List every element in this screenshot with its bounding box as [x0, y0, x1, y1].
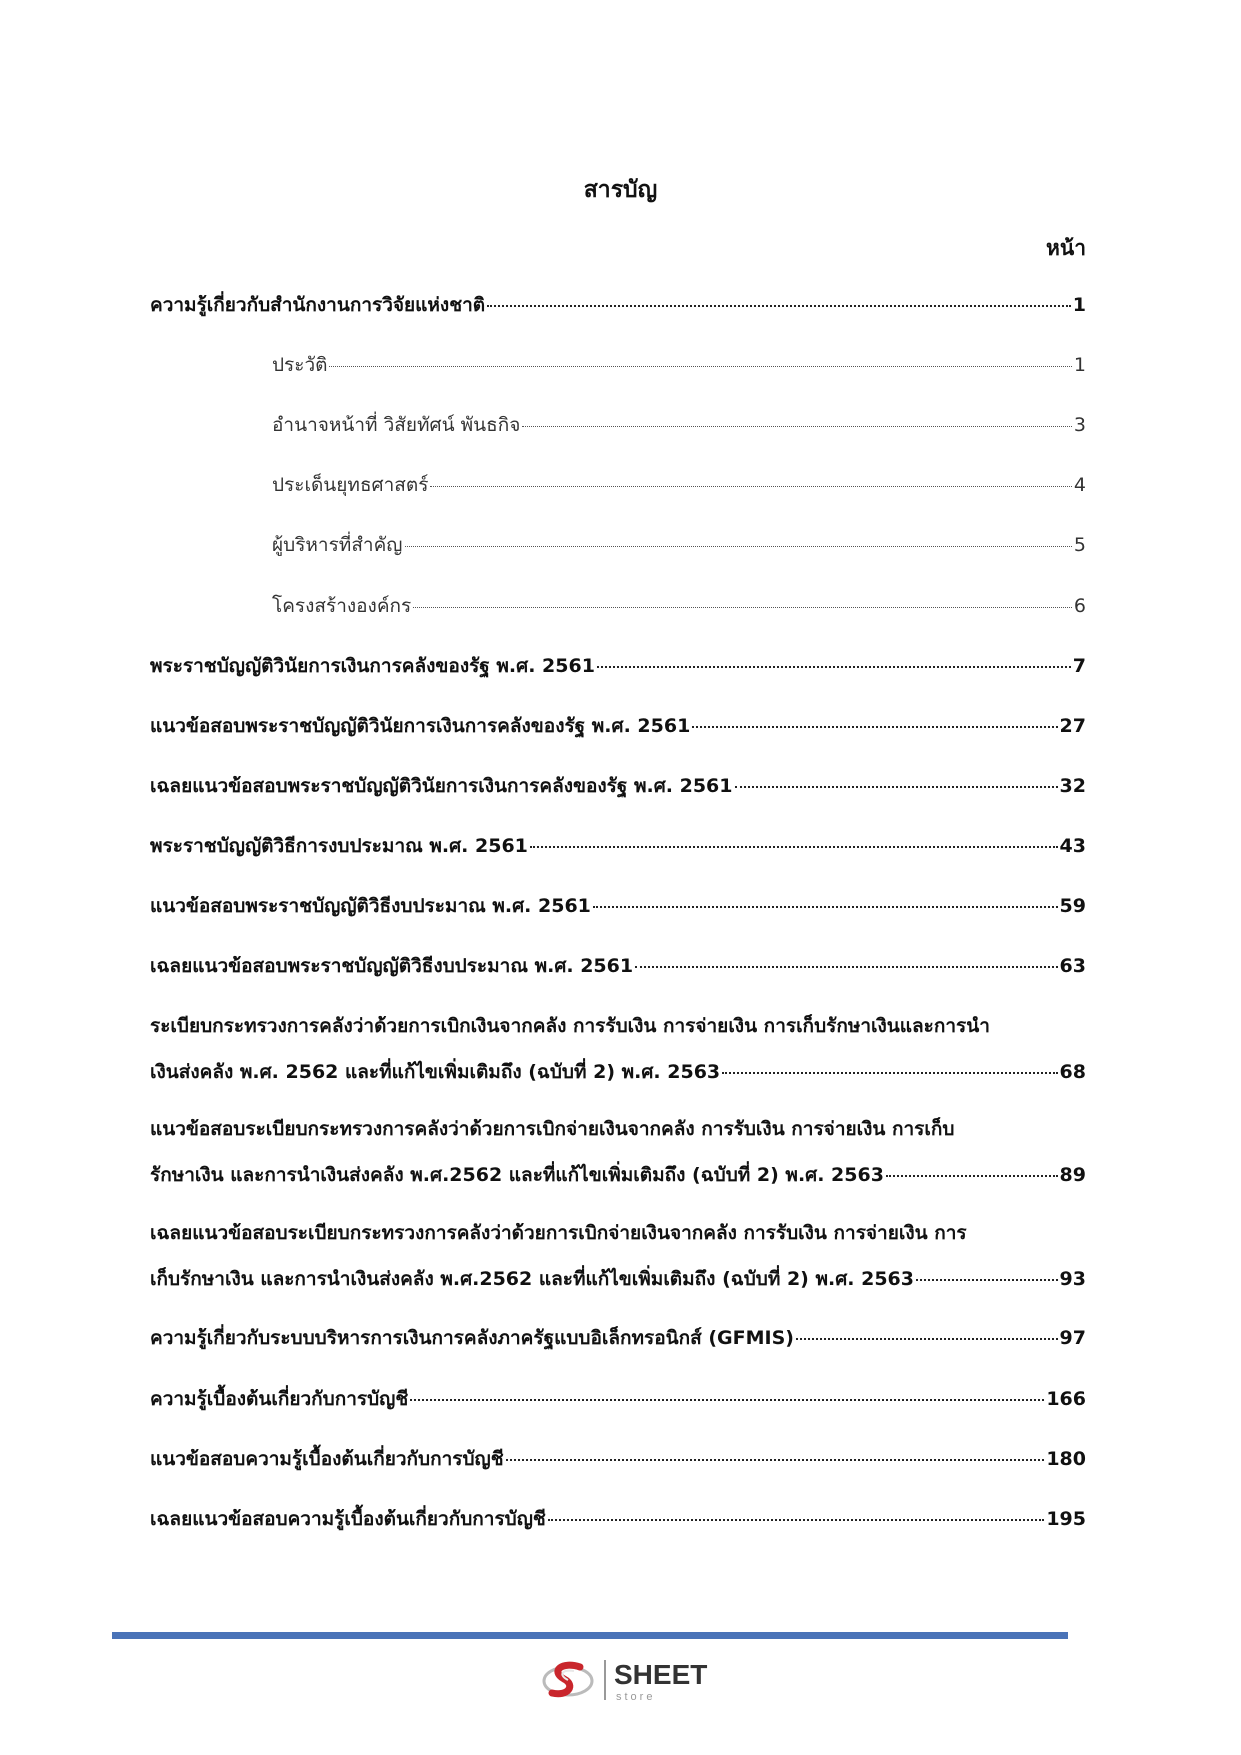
dot-leader	[916, 1279, 1058, 1281]
dot-leader	[530, 846, 1058, 848]
logo-subtext: store	[616, 1691, 656, 1703]
dot-leader	[635, 966, 1057, 968]
toc-entry-multiline[interactable]	[150, 1011, 1086, 1087]
toc-sub-entry[interactable]	[272, 350, 1086, 380]
dot-leader	[405, 546, 1072, 547]
toc-entry-text: ความรู้เบื้องต้นเกี่ยวกับการบัญชี	[150, 1388, 409, 1410]
toc-entry-text: ประเด็นยุทธศาสตร์	[272, 474, 429, 496]
toc-entry-multiline[interactable]	[150, 1114, 1086, 1190]
toc-entry-text: ความรู้เกี่ยวกับสำนักงานการวิจัยแห่งชาติ	[150, 294, 486, 316]
toc-sub-entry[interactable]	[272, 470, 1086, 500]
toc-entry[interactable]	[150, 891, 1086, 921]
dot-leader	[506, 1459, 1045, 1461]
toc-page-number: 7	[1072, 655, 1086, 677]
dot-leader	[692, 726, 1057, 728]
toc-entry-text: แนวข้อสอบความรู้เบื้องต้นเกี่ยวกับการบัญชี	[150, 1448, 504, 1470]
logo-text: SHEET	[614, 1659, 708, 1690]
dot-leader	[413, 607, 1072, 608]
toc-page-number: 5	[1073, 534, 1086, 556]
toc-entry-text: พระราชบัญญัติวิธีการงบประมาณ พ.ศ. 2561	[150, 835, 528, 857]
toc-page-number: 1	[1073, 354, 1086, 376]
toc-entry[interactable]	[150, 711, 1086, 741]
dot-leader	[796, 1338, 1058, 1340]
logo-divider	[604, 1660, 606, 1700]
page-title: สารบัญ	[583, 177, 658, 203]
toc-entry-text: เฉลยแนวข้อสอบความรู้เบื้องต้นเกี่ยวกับการบัญชี	[150, 1508, 546, 1530]
toc-entry-text: แนวข้อสอบพระราชบัญญัติวิธีงบประมาณ พ.ศ. 2561	[150, 895, 591, 917]
dot-leader	[722, 1072, 1057, 1074]
toc-page-number: 93	[1059, 1268, 1086, 1290]
toc-entry-text: รักษาเงิน และการนำเงินส่งคลัง พ.ศ.2562 และที่แก้ไขเพิ่มเติมถึง (ฉบับที่ 2) พ.ศ. 2563	[150, 1164, 884, 1186]
toc-entry[interactable]	[150, 1444, 1086, 1474]
toc-page-number: 6	[1073, 595, 1086, 617]
toc-entry-multiline[interactable]	[150, 1218, 1086, 1294]
toc-page-number: 4	[1073, 474, 1086, 496]
toc-entry[interactable]	[150, 1384, 1086, 1414]
toc-entry[interactable]	[150, 1504, 1086, 1534]
dot-leader	[522, 426, 1072, 427]
toc-page-number: 1	[1072, 294, 1086, 316]
toc-entry-text: เฉลยแนวข้อสอบพระราชบัญญัติวิธีงบประมาณ พ.ศ. 2561	[150, 955, 634, 977]
toc-entry[interactable]	[150, 831, 1086, 861]
toc-sub-entry[interactable]	[272, 530, 1086, 560]
page-column-header: หน้า	[1046, 236, 1086, 260]
toc-entry-text: โครงสร้างองค์กร	[272, 595, 412, 617]
toc-entry-text: พระราชบัญญัติวินัยการเงินการคลังของรัฐ พ.ศ. 2561	[150, 655, 595, 677]
dot-leader	[593, 906, 1058, 908]
footer-rule	[112, 1632, 1068, 1639]
dot-leader	[735, 786, 1058, 788]
toc-entry[interactable]	[150, 771, 1086, 801]
toc-entry-text: ความรู้เกี่ยวกับระบบบริหารการเงินการคลังภาครัฐแบบอิเล็กทรอนิกส์ (GFMIS)	[150, 1327, 794, 1349]
dot-leader	[430, 486, 1071, 487]
toc-entry-text: เงินส่งคลัง พ.ศ. 2562 และที่แก้ไขเพิ่มเติมถึง (ฉบับที่ 2) พ.ศ. 2563	[150, 1061, 721, 1083]
toc-page-number: 59	[1059, 895, 1086, 917]
toc-entry[interactable]	[150, 951, 1086, 981]
toc-page-number: 43	[1059, 835, 1086, 857]
toc-entry-text-line1: ระเบียบกระทรวงการคลังว่าด้วยการเบิกเงินจากคลัง การรับเงิน การจ่ายเงิน การเก็บรักษาเงินและการนำ	[150, 1015, 990, 1037]
toc-sub-entry[interactable]	[272, 591, 1086, 621]
toc-page-number: 27	[1059, 715, 1086, 737]
toc-page-number: 63	[1059, 955, 1086, 977]
toc-entry[interactable]	[150, 651, 1086, 681]
toc-page-number: 68	[1059, 1061, 1086, 1083]
toc-entry-text-line1: แนวข้อสอบระเบียบกระทรวงการคลังว่าด้วยการเบิกจ่ายเงินจากคลัง การรับเงิน การจ่ายเงิน การเก็บ	[150, 1118, 955, 1140]
toc-entry-text: ประวัติ	[272, 354, 328, 376]
dot-leader	[487, 305, 1071, 307]
toc-entry-text: เก็บรักษาเงิน และการนำเงินส่งคลัง พ.ศ.2562 และที่แก้ไขเพิ่มเติมถึง (ฉบับที่ 2) พ.ศ. 2563	[150, 1268, 914, 1290]
toc-page-number: 195	[1046, 1508, 1086, 1530]
toc-page-number: 32	[1059, 775, 1086, 797]
dot-leader	[548, 1519, 1045, 1521]
toc-page-number: 180	[1046, 1448, 1086, 1470]
toc-entry-text: แนวข้อสอบพระราชบัญญัติวินัยการเงินการคลังของรัฐ พ.ศ. 2561	[150, 715, 691, 737]
toc-entry-text: อำนาจหน้าที่ วิสัยทัศน์ พันธกิจ	[272, 414, 521, 436]
toc-entry[interactable]	[150, 1323, 1086, 1353]
toc-page-number: 3	[1073, 414, 1086, 436]
dot-leader	[410, 1399, 1044, 1401]
toc-sub-entry[interactable]	[272, 410, 1086, 440]
toc-page-number: 89	[1059, 1164, 1086, 1186]
toc-entry-text-line1: เฉลยแนวข้อสอบระเบียบกระทรวงการคลังว่าด้วยการเบิกจ่ายเงินจากคลัง การรับเงิน การจ่ายเงิน การ	[150, 1222, 967, 1244]
dot-leader	[886, 1175, 1058, 1177]
toc-entry-text: เฉลยแนวข้อสอบพระราชบัญญัติวินัยการเงินการคลังของรัฐ พ.ศ. 2561	[150, 775, 733, 797]
toc-entry-text: ผู้บริหารที่สำคัญ	[272, 534, 403, 556]
toc-page-number: 166	[1046, 1388, 1086, 1410]
dot-leader	[597, 666, 1071, 668]
toc-entry[interactable]	[150, 290, 1086, 320]
toc-page-number: 97	[1059, 1327, 1086, 1349]
dot-leader	[329, 366, 1071, 367]
